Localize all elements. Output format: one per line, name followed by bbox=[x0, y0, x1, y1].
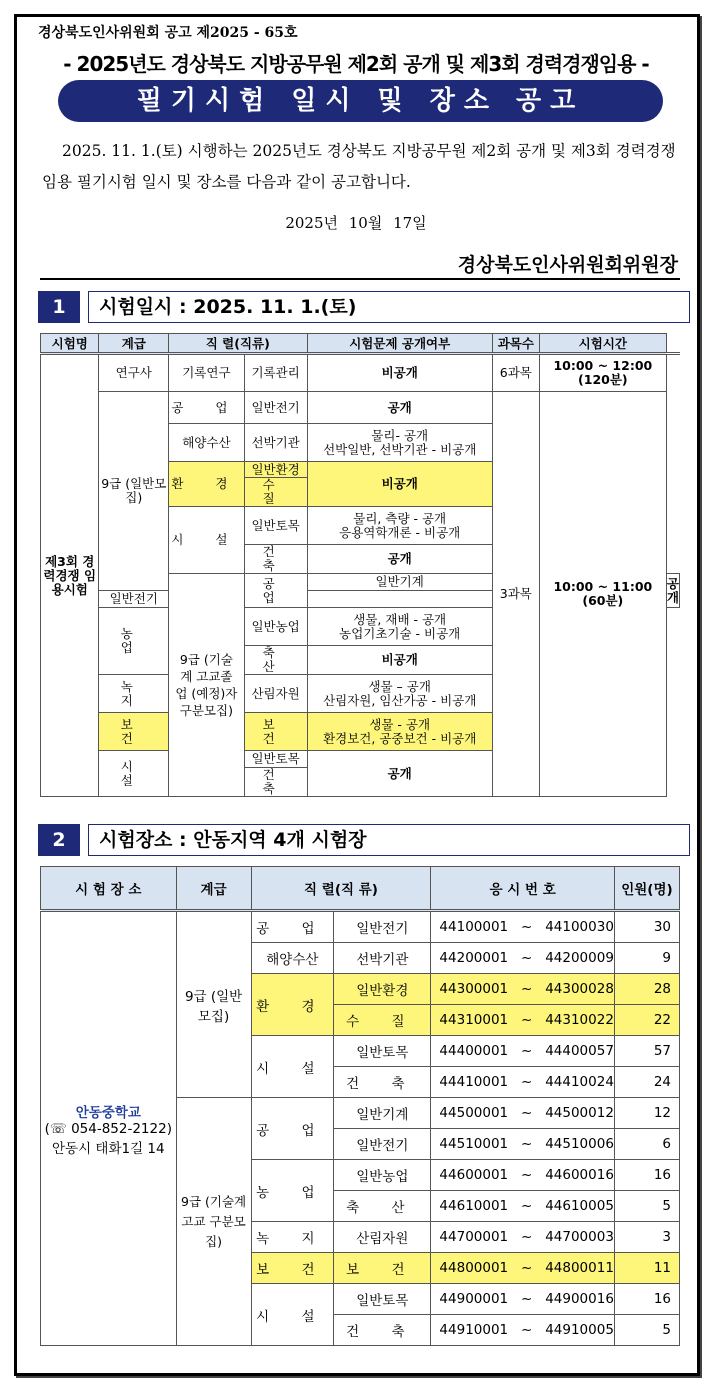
time-cell bbox=[539, 392, 666, 797]
tilde: ~ bbox=[521, 1167, 533, 1183]
number-range bbox=[431, 1222, 615, 1253]
subjects-cell: 3과목 bbox=[492, 392, 539, 797]
th-public: 시험문제 공개여부 bbox=[307, 334, 492, 354]
number-to: 44200009 bbox=[545, 950, 614, 966]
pub-cell: 비공개 bbox=[307, 462, 492, 507]
number-to: 44910005 bbox=[545, 1322, 614, 1338]
kind-cell: 일반토목 bbox=[334, 1284, 431, 1315]
time-range: 10:00 ~ 12:00 bbox=[553, 358, 653, 373]
count-cell: 5 bbox=[614, 1315, 679, 1346]
time-duration: (120분) bbox=[578, 372, 628, 387]
kind-cell: 일반기계 bbox=[307, 574, 492, 591]
kind-cell: 일반농업 bbox=[334, 1160, 431, 1191]
pub-line: 물리- 공개 bbox=[371, 427, 429, 443]
number-to: 44610005 bbox=[545, 1198, 614, 1214]
pub-line: 농업기초기술 - 비공개 bbox=[339, 625, 461, 641]
pub-line: 환경보건, 공중보건 - 비공개 bbox=[323, 730, 477, 746]
number-range bbox=[431, 1005, 615, 1036]
th-count: 인원(명) bbox=[614, 867, 679, 911]
pub-line: 산림자원, 임산가공 - 비공개 bbox=[323, 692, 477, 708]
series-cell: 환 경 bbox=[251, 974, 334, 1036]
tilde: ~ bbox=[521, 1105, 533, 1121]
pub-line: 생물 - 공개 bbox=[369, 716, 431, 732]
pub-line: 응용역학개론 - 비공개 bbox=[339, 524, 461, 540]
grade-9a bbox=[176, 911, 251, 1098]
kind-cell: 일반전기 bbox=[334, 1129, 431, 1160]
school-phone: (☏ 054-852-2122) bbox=[44, 1120, 172, 1137]
grade-9b-label: 9급 (기술계고교 구분모집) bbox=[181, 1193, 247, 1249]
series-cell: 해양수산 bbox=[169, 424, 245, 462]
tilde: ~ bbox=[521, 1260, 533, 1276]
number-from: 44200001 bbox=[439, 950, 509, 966]
kind-cell: 건 축 bbox=[244, 545, 307, 574]
series-cell: 녹 지 bbox=[251, 1222, 334, 1253]
number-range bbox=[431, 1191, 615, 1222]
number-from: 44510001 bbox=[439, 1136, 509, 1152]
kind-cell: 선박기관 bbox=[244, 424, 307, 462]
series-cell: 기록연구 bbox=[169, 354, 245, 392]
count-cell: 30 bbox=[614, 911, 679, 943]
number-to: 44900016 bbox=[545, 1291, 614, 1307]
th-series: 직 렬(직 류) bbox=[251, 867, 431, 911]
number-from: 44410001 bbox=[439, 1074, 509, 1090]
notice-number: 경상북도인사위원회 공고 제2025 - 65호 bbox=[38, 25, 298, 41]
number-from: 44700001 bbox=[439, 1229, 509, 1245]
intro-text: 2025. 11. 1.(토) 시행하는 2025년도 경상북도 지방공무원 제2회 공개 및 제3회 경력경쟁임용 필기시험 일시 및 장소를 다음과 같이 공고합니다. bbox=[42, 142, 676, 191]
number-from: 44910001 bbox=[439, 1322, 509, 1338]
tilde: ~ bbox=[521, 1229, 533, 1245]
number-from: 44800001 bbox=[439, 1260, 509, 1276]
number-from: 44900001 bbox=[439, 1291, 509, 1307]
pub-cell bbox=[307, 713, 492, 751]
kind-cell: 일반환경 bbox=[334, 974, 431, 1005]
number-from: 44500001 bbox=[439, 1105, 509, 1121]
pub-cell bbox=[307, 507, 492, 545]
kind-cell: 기록관리 bbox=[244, 354, 307, 392]
tilde: ~ bbox=[521, 1291, 533, 1307]
kind-cell: 건 축 bbox=[334, 1067, 431, 1098]
notice-title: - 2025년도 경상북도 지방공무원 제2회 공개 및 제3회 경력경쟁임용 - bbox=[63, 52, 649, 76]
series-cell: 공 업 bbox=[169, 392, 245, 424]
pub-line: 생물 – 공개 bbox=[368, 678, 431, 694]
count-cell: 9 bbox=[614, 943, 679, 974]
number-to: 44500012 bbox=[545, 1105, 614, 1121]
th-series: 직 렬(직류) bbox=[169, 334, 307, 354]
count-cell: 5 bbox=[614, 1191, 679, 1222]
pub-cell: 공개 bbox=[307, 751, 492, 797]
tilde: ~ bbox=[521, 1012, 533, 1028]
section1-title: 시험일시 : 2025. 11. 1.(토) bbox=[88, 291, 690, 323]
number-to: 44310022 bbox=[545, 1012, 614, 1028]
number-range bbox=[431, 974, 615, 1005]
kind-cell: 일반전기 bbox=[244, 392, 307, 424]
tilde: ~ bbox=[521, 1322, 533, 1338]
venue-cell bbox=[41, 911, 177, 1346]
number-to: 44410024 bbox=[545, 1074, 614, 1090]
number-range bbox=[431, 1098, 615, 1129]
series-cell: 환 경 bbox=[169, 462, 245, 507]
kind-cell: 보 건 bbox=[244, 713, 307, 751]
series-cell: 농 업 bbox=[99, 608, 169, 675]
number-range bbox=[431, 1036, 615, 1067]
grade-9b bbox=[169, 574, 245, 797]
schedule-table bbox=[40, 333, 680, 797]
kind-cell: 선박기관 bbox=[334, 943, 431, 974]
count-cell: 22 bbox=[614, 1005, 679, 1036]
count-cell: 11 bbox=[614, 1253, 679, 1284]
number-range bbox=[431, 1129, 615, 1160]
series-cell: 농 업 bbox=[251, 1160, 334, 1222]
number-from: 44100001 bbox=[439, 919, 509, 935]
exam-name: 제3회 경력경쟁 임용시험 bbox=[41, 354, 99, 797]
number-range bbox=[431, 1067, 615, 1098]
kind-cell: 일반토목 bbox=[244, 751, 307, 768]
number-to: 44100030 bbox=[545, 919, 614, 935]
subjects-cell: 6과목 bbox=[492, 354, 539, 392]
school-name: 안동중학교 bbox=[75, 1104, 141, 1121]
number-from: 44600001 bbox=[439, 1167, 509, 1183]
pub-cell bbox=[307, 608, 492, 646]
pub-line: 물리, 측량 - 공개 bbox=[353, 510, 447, 526]
school-address: 안동시 태화1길 14 bbox=[52, 1140, 165, 1157]
pub-cell bbox=[307, 424, 492, 462]
number-range bbox=[431, 1253, 615, 1284]
pub-cell bbox=[307, 675, 492, 713]
time-duration: (60분) bbox=[582, 593, 624, 608]
number-to: 44800011 bbox=[545, 1260, 614, 1276]
th-venue: 시 험 장 소 bbox=[41, 867, 177, 911]
kind-cell: 일반전기 bbox=[334, 911, 431, 943]
count-cell: 16 bbox=[614, 1284, 679, 1315]
count-cell: 6 bbox=[614, 1129, 679, 1160]
banner-title: 필기시험 일시 및 장소 공고 bbox=[58, 80, 663, 122]
kind-cell: 일반토목 bbox=[334, 1036, 431, 1067]
kind-cell: 수 질 bbox=[244, 478, 307, 507]
series-cell: 공 업 bbox=[244, 574, 307, 608]
number-to: 44400057 bbox=[545, 1043, 614, 1059]
count-cell: 57 bbox=[614, 1036, 679, 1067]
number-to: 44510006 bbox=[545, 1136, 614, 1152]
number-from: 44300001 bbox=[439, 981, 509, 997]
signer: 경상북도인사위원회위원장 bbox=[457, 254, 678, 276]
kind-cell: 수 질 bbox=[334, 1005, 431, 1036]
count-cell: 3 bbox=[614, 1222, 679, 1253]
kind-cell: 일반농업 bbox=[244, 608, 307, 646]
tilde: ~ bbox=[521, 950, 533, 966]
pub-cell: 공개 bbox=[666, 574, 679, 608]
pub-line: 선박일반, 선박기관 - 비공개 bbox=[323, 441, 477, 457]
kind-cell: 축 산 bbox=[334, 1191, 431, 1222]
venue-table bbox=[40, 866, 680, 1346]
number-to: 44300028 bbox=[545, 981, 614, 997]
th-grade: 계급 bbox=[99, 334, 169, 354]
series-cell: 보 건 bbox=[99, 713, 169, 751]
number-from: 44400001 bbox=[439, 1043, 509, 1059]
number-range bbox=[431, 943, 615, 974]
kind-cell: 일반환경 bbox=[244, 462, 307, 478]
kind-cell: 일반기계 bbox=[334, 1098, 431, 1129]
section1-number: 1 bbox=[38, 291, 80, 323]
number-range bbox=[431, 1160, 615, 1191]
tilde: ~ bbox=[521, 1074, 533, 1090]
th-exam: 시험명 bbox=[41, 334, 99, 354]
count-cell: 24 bbox=[614, 1067, 679, 1098]
grade-9b bbox=[176, 1098, 251, 1346]
grade-9a-label: 9급 (일반모집) bbox=[184, 988, 243, 1025]
pub-cell: 공개 bbox=[307, 392, 492, 424]
grade-researcher: 연구사 bbox=[99, 354, 169, 392]
pub-cell: 비공개 bbox=[307, 354, 492, 392]
kind-cell: 축 산 bbox=[244, 646, 307, 675]
series-cell: 공 업 bbox=[251, 911, 334, 943]
tilde: ~ bbox=[521, 1198, 533, 1214]
series-cell: 시 설 bbox=[169, 507, 245, 574]
number-range bbox=[431, 1315, 615, 1346]
notice-date: 2025년 10월 17일 bbox=[285, 214, 427, 232]
tilde: ~ bbox=[521, 981, 533, 997]
kind-cell: 건 축 bbox=[244, 768, 307, 797]
kind-cell: 일반토목 bbox=[244, 507, 307, 545]
number-range bbox=[431, 911, 615, 943]
grade-9a: 9급 (일반모집) bbox=[99, 392, 169, 591]
kind-cell: 산림자원 bbox=[334, 1222, 431, 1253]
tilde: ~ bbox=[521, 1043, 533, 1059]
tilde: ~ bbox=[521, 1136, 533, 1152]
kind-cell: 일반전기 bbox=[99, 591, 169, 608]
kind-cell: 보 건 bbox=[334, 1253, 431, 1284]
number-to: 44700003 bbox=[545, 1229, 614, 1245]
grade-9b-label: 9급 (기술계 고교졸업 (예정)자 구분모집) bbox=[175, 652, 238, 718]
section2-number: 2 bbox=[38, 824, 80, 856]
series-cell: 보 건 bbox=[251, 1253, 334, 1284]
number-range bbox=[431, 1284, 615, 1315]
kind-cell: 산림자원 bbox=[244, 675, 307, 713]
th-grade: 계급 bbox=[176, 867, 251, 911]
divider bbox=[40, 278, 680, 280]
section2-title: 시험장소 : 안동지역 4개 시험장 bbox=[88, 824, 690, 856]
pub-cell: 비공개 bbox=[307, 646, 492, 675]
tilde: ~ bbox=[521, 919, 533, 935]
count-cell: 12 bbox=[614, 1098, 679, 1129]
number-from: 44310001 bbox=[439, 1012, 509, 1028]
number-to: 44600016 bbox=[545, 1167, 614, 1183]
series-cell: 해양수산 bbox=[251, 943, 334, 974]
series-cell: 녹 지 bbox=[99, 675, 169, 713]
series-cell: 공 업 bbox=[251, 1098, 334, 1160]
time-cell bbox=[539, 354, 666, 392]
th-number: 응 시 번 호 bbox=[431, 867, 615, 911]
kind-cell: 건 축 bbox=[334, 1315, 431, 1346]
th-subjects: 과목수 bbox=[492, 334, 539, 354]
pub-cell: 공개 bbox=[307, 545, 492, 574]
count-cell: 28 bbox=[614, 974, 679, 1005]
count-cell: 16 bbox=[614, 1160, 679, 1191]
number-from: 44610001 bbox=[439, 1198, 509, 1214]
series-cell: 시 설 bbox=[251, 1036, 334, 1098]
series-cell: 시 설 bbox=[99, 751, 169, 797]
series-cell: 시 설 bbox=[251, 1284, 334, 1346]
time-range: 10:00 ~ 11:00 bbox=[553, 579, 653, 594]
pub-line: 생물, 재배 - 공개 bbox=[353, 611, 447, 627]
th-time: 시험시간 bbox=[539, 334, 666, 354]
